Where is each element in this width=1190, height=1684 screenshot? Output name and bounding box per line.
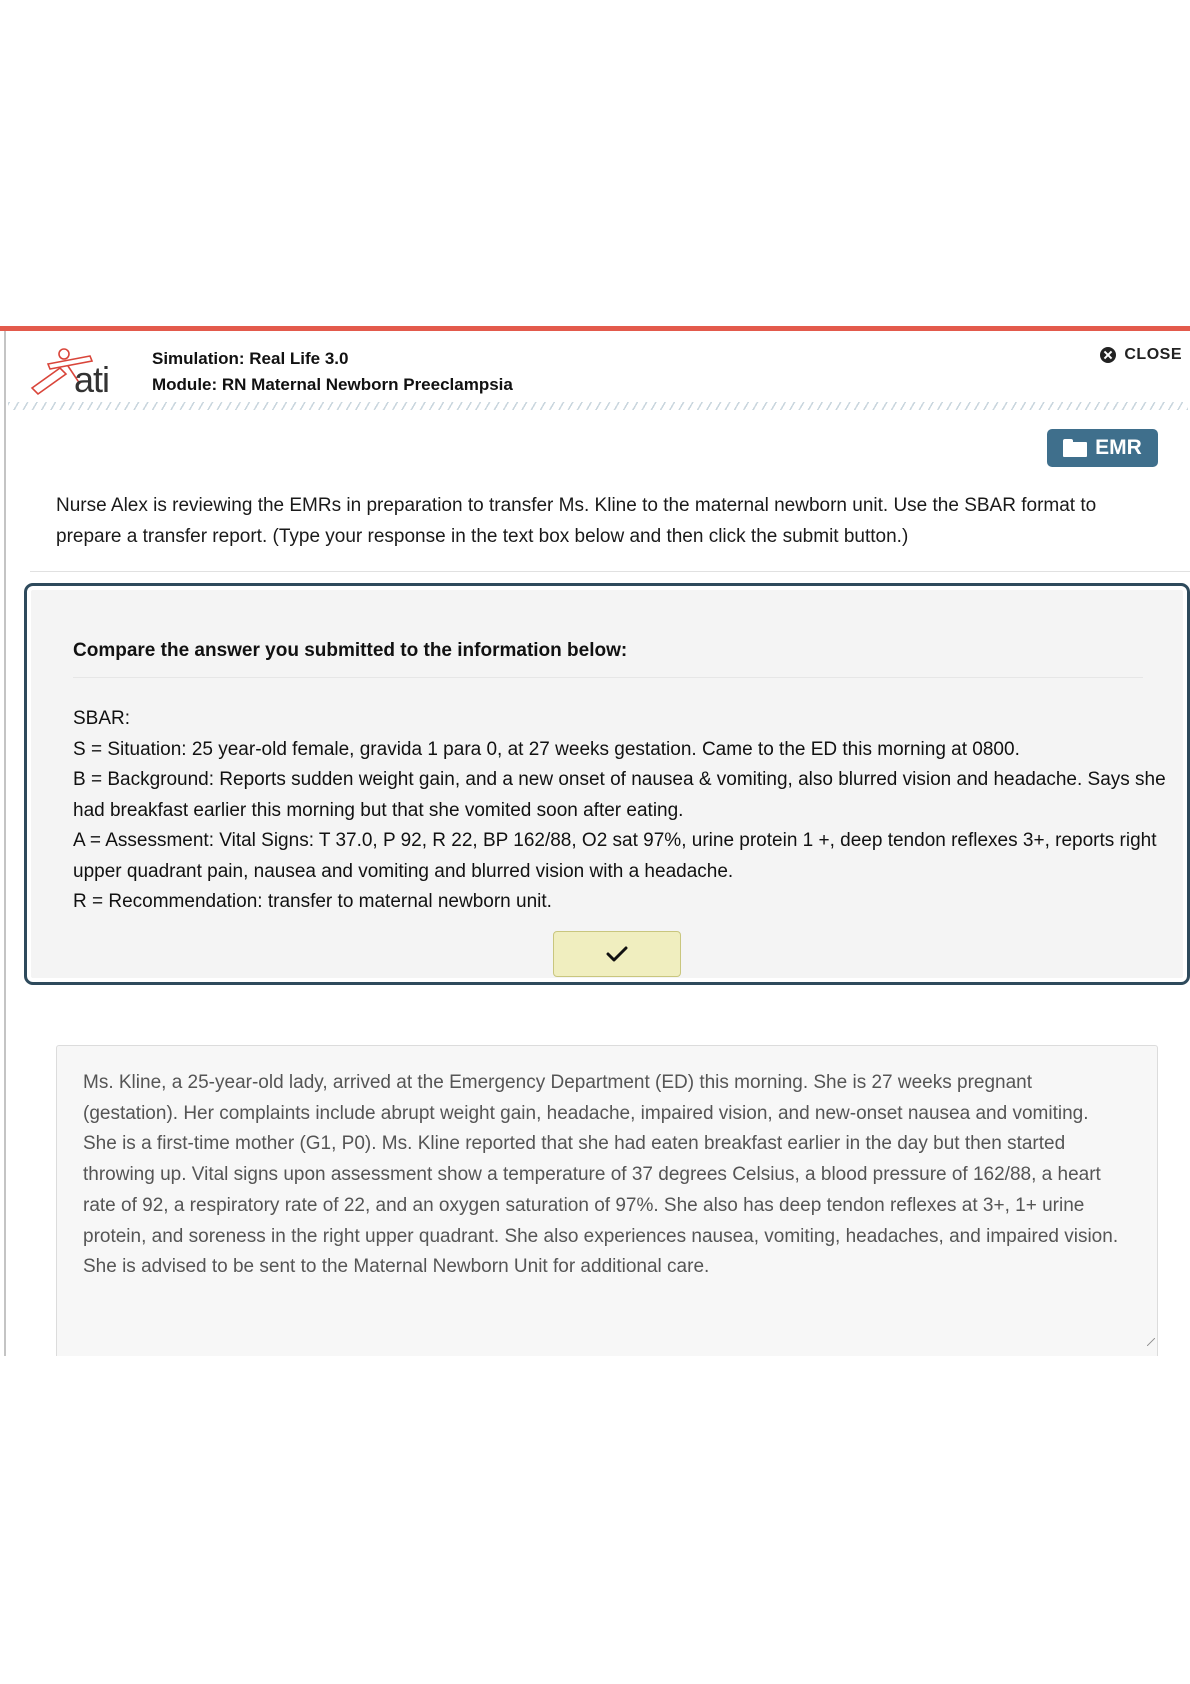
emr-button[interactable] [1047, 429, 1158, 467]
close-button[interactable] [1100, 346, 1182, 364]
response-text: Ms. Kline, a 25-year-old lady, arrived at the Emergency Department (ED) this morning. She is 27 weeks pregnant (gestation). Her complaints include abrupt weight gain, headache, impaired vision, and new-onset nausea and vomiting. She is a first-time mother (G1, P0). Ms. Kline reported that she had eaten breakfast earlier in the day but then started throwing up. Vital signs upon assessment show a temperature of 37 degrees Celsius, a blood pressure of 162/88, a heart rate of 92, a respiratory rate of 22, and an oxygen saturation of 97%. She also has deep tendon reflexes at 3+, 1+ urine protein, and soreness in the right upper quadrant. She also experiences nausea, vomiting, headaches, and impaired vision. She is advised to be sent to the Maternal Newborn Unit for additional care. [83, 1072, 1119, 1278]
simulation-title: Simulation: Real Life 3.0 [152, 349, 349, 368]
compare-divider [73, 677, 1143, 678]
emr-label: EMR [1095, 436, 1142, 459]
confirm-button[interactable] [553, 931, 681, 977]
sbar-assessment: A = Assessment: Vital Signs: T 37.0, P 92, R 22, BP 162/88, O2 sat 97%, urine protein 1 +, deep tendon reflexes 3+, reports right upper quadrant pain, nausea and vomiting and blurred vision with a headache. [73, 830, 1157, 882]
sbar-heading: SBAR: [73, 708, 131, 729]
module-title: Module: RN Maternal Newborn Preeclampsia [152, 375, 513, 394]
sbar-situation: S = Situation: 25 year-old female, gravida 1 para 0, at 27 weeks gestation. Came to the ED this morning at 0800. [73, 738, 1020, 760]
response-textarea[interactable] [56, 1045, 1158, 1356]
sbar-answer [73, 704, 1188, 918]
close-label: CLOSE [1124, 346, 1182, 363]
header-titles [152, 346, 513, 398]
resize-grip-icon[interactable] [1147, 1338, 1155, 1346]
folder-icon [1063, 439, 1087, 457]
instructions-divider [30, 571, 1190, 572]
instructions-text: Nurse Alex is reviewing the EMRs in preparation to transfer Ms. Kline to the maternal newborn unit. Use the SBAR format to prepare a transfer report. (Type your response in the text box below and then click the submit button.) [56, 495, 1097, 547]
compare-panel [24, 583, 1190, 985]
sbar-recommendation: R = Recommendation: transfer to maternal newborn unit. [73, 891, 552, 912]
ati-logo [30, 344, 130, 404]
compare-title: Compare the answer you submitted to the information below: [73, 640, 628, 661]
logo-text: ati [74, 359, 110, 400]
checkmark-icon [606, 945, 628, 963]
close-circle-icon [1100, 347, 1116, 363]
sbar-background: B = Background: Reports sudden weight gain, and a new onset of nausea & vomiting, also blurred vision and headache. Says she had breakfast earlier this morning but that she vomited soon after eating. [73, 769, 1166, 821]
header-divider [8, 402, 1188, 410]
top-accent-bar [0, 326, 1190, 331]
simulation-window [0, 326, 1190, 1356]
